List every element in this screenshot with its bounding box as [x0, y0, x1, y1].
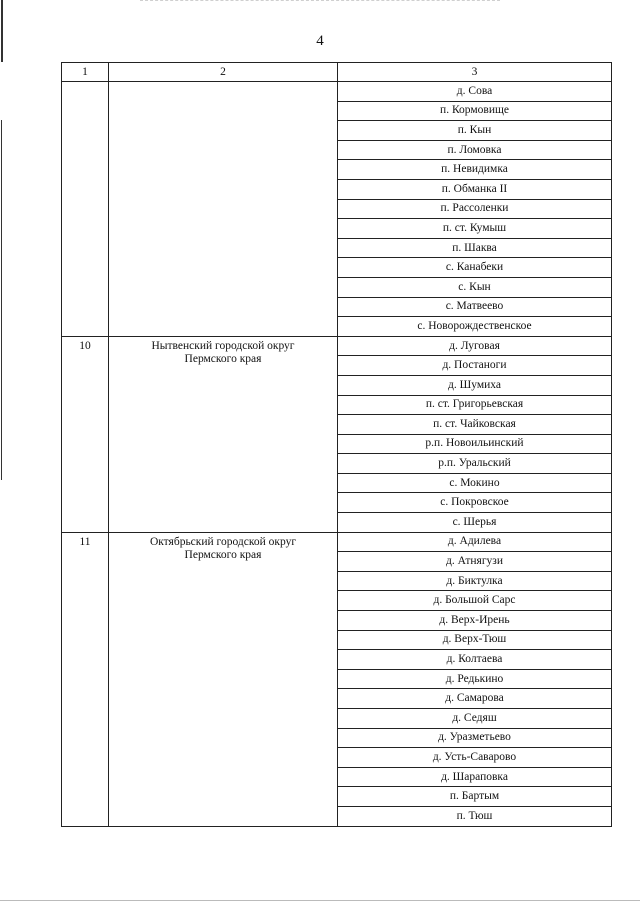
settlement-cell: д. Шумиха — [338, 375, 612, 395]
header-col-2: 2 — [109, 63, 338, 82]
settlement-cell: с. Мокино — [338, 473, 612, 493]
settlement-cell: с. Матвеево — [338, 297, 612, 317]
settlement-cell: д. Большой Сарс — [338, 591, 612, 611]
settlement-cell: п. Шаква — [338, 238, 612, 258]
settlements-table — [61, 62, 612, 827]
settlement-cell: п. ст. Кумыш — [338, 219, 612, 239]
settlement-cell: д. Луговая — [338, 336, 612, 356]
district-name-cell: Октябрьский городской округ Пермского края — [109, 532, 338, 826]
header-col-1: 1 — [62, 63, 109, 82]
table-row — [62, 82, 612, 102]
settlement-cell: п. ст. Чайковская — [338, 415, 612, 435]
district-name-cell — [109, 82, 338, 337]
settlement-cell: д. Усть-Саварово — [338, 748, 612, 768]
settlement-cell: п. Кормовище — [338, 101, 612, 121]
table-row — [62, 532, 612, 552]
scan-bottom-edge — [0, 900, 640, 901]
district-name-cell: Нытвенский городской округ Пермского края — [109, 336, 338, 532]
settlement-cell: п. Невидимка — [338, 160, 612, 180]
settlement-cell: д. Редькино — [338, 669, 612, 689]
settlement-cell: д. Уразметьево — [338, 728, 612, 748]
settlement-cell: д. Самарова — [338, 689, 612, 709]
settlement-cell: д. Верх-Ирень — [338, 611, 612, 631]
table-body — [62, 63, 612, 827]
settlement-cell: п. Рассоленки — [338, 199, 612, 219]
settlement-cell: р.п. Новоильинский — [338, 434, 612, 454]
settlement-cell: с. Канабеки — [338, 258, 612, 278]
settlement-cell: п. Тюш — [338, 806, 612, 826]
scan-top-edge — [140, 0, 500, 2]
settlement-cell: д. Биктулка — [338, 571, 612, 591]
scan-left-margin-mark — [1, 0, 3, 62]
header-col-3: 3 — [338, 63, 612, 82]
settlement-cell: д. Адилева — [338, 532, 612, 552]
district-number-cell: 10 — [62, 336, 109, 532]
settlement-cell: с. Покровское — [338, 493, 612, 513]
settlement-cell: д. Колтаева — [338, 650, 612, 670]
district-number-cell: 11 — [62, 532, 109, 826]
settlement-cell: д. Седяш — [338, 709, 612, 729]
table-header-row — [62, 63, 612, 82]
settlement-cell: с. Шерья — [338, 513, 612, 533]
settlement-cell: п. ст. Григорьевская — [338, 395, 612, 415]
settlement-cell: п. Ломовка — [338, 140, 612, 160]
settlement-cell: д. Атнягузи — [338, 552, 612, 572]
page-number: 4 — [316, 33, 324, 49]
settlement-cell: п. Кын — [338, 121, 612, 141]
settlement-cell: п. Бартым — [338, 787, 612, 807]
table-row — [62, 336, 612, 356]
district-number-cell — [62, 82, 109, 337]
settlement-cell: д. Шараповка — [338, 767, 612, 787]
settlement-cell: д. Верх-Тюш — [338, 630, 612, 650]
settlement-cell: п. Обманка II — [338, 179, 612, 199]
settlement-cell: р.п. Уральский — [338, 454, 612, 474]
settlement-cell: с. Новорождественское — [338, 317, 612, 337]
settlement-cell: с. Кын — [338, 277, 612, 297]
scan-left-margin-mark — [1, 120, 2, 480]
settlement-cell: д. Сова — [338, 82, 612, 102]
settlement-cell: д. Постаноги — [338, 356, 612, 376]
